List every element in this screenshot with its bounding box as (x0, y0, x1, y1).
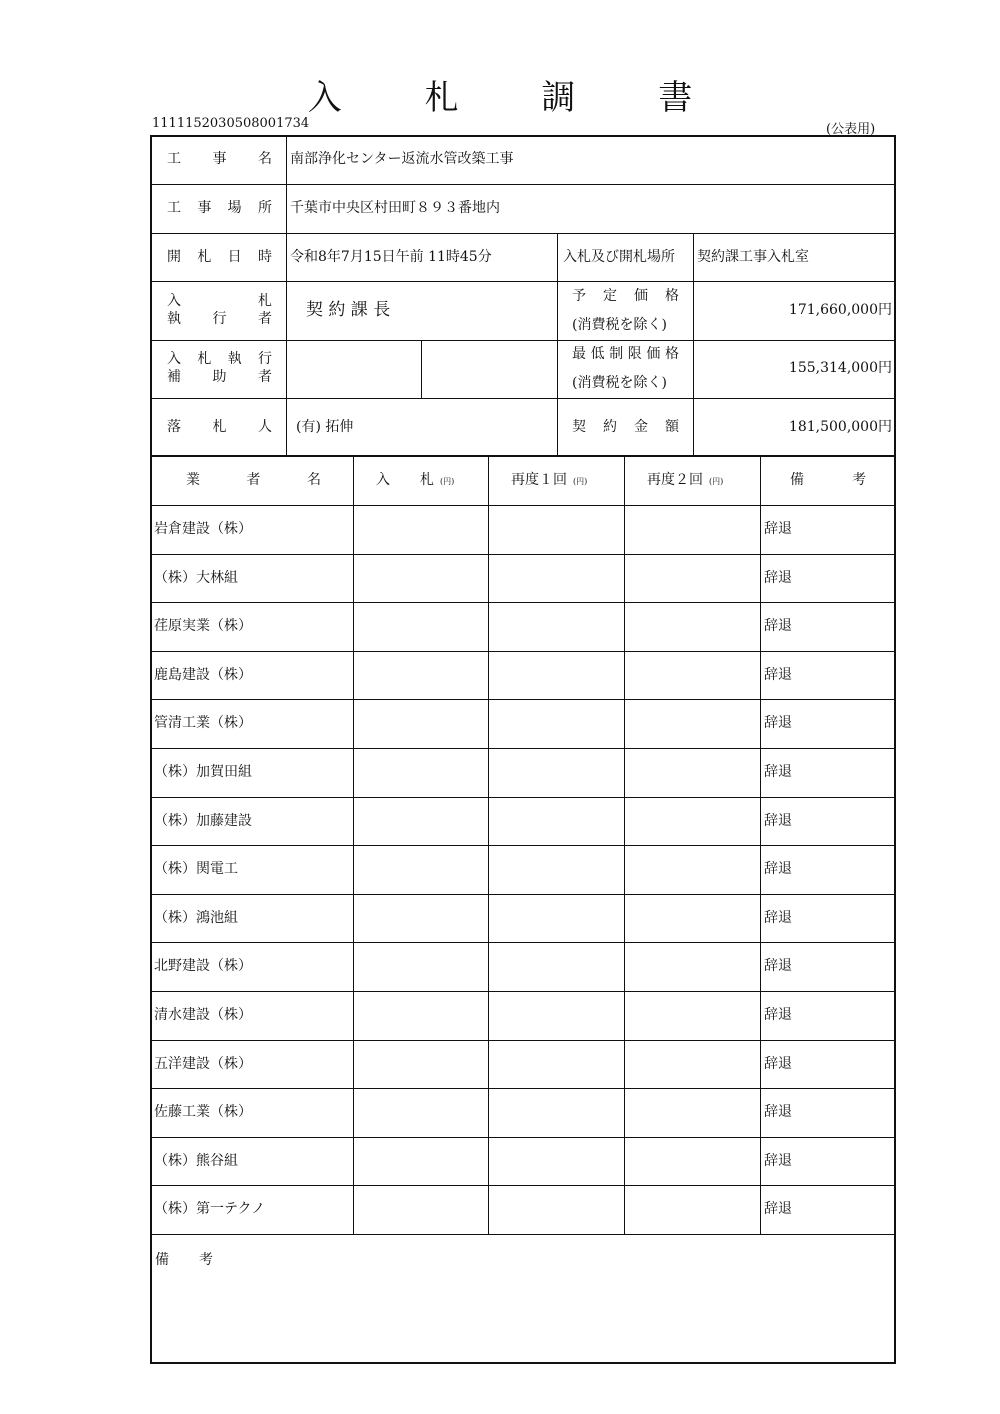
place-label: 入札及び開札場所 (563, 249, 675, 265)
column-header-bid: 入 札 (円) (376, 472, 455, 488)
rule (150, 455, 896, 457)
rule (150, 699, 896, 700)
assistant-label-line2: 補 助 者 (167, 369, 272, 385)
rule (150, 894, 896, 895)
column-header-remarks: 備 考 (790, 472, 866, 488)
rule (286, 135, 287, 455)
rule (150, 748, 896, 749)
row-company: 岩倉建設（株） (154, 521, 252, 537)
tax-note: (消費税を除く) (572, 375, 667, 391)
executor-label-line2: 執 行 者 (167, 311, 272, 327)
document-title: 入 札 調 書 (307, 78, 729, 118)
rule (421, 340, 422, 398)
rule (150, 398, 896, 399)
row-remarks: 辞退 (764, 715, 792, 731)
rule (150, 845, 896, 846)
column-header-rebid1: 再度１回 (円) (511, 472, 588, 488)
planned-price-label: 予 定 価 格 (572, 288, 679, 304)
remarks-label: 備 考 (155, 1252, 213, 1268)
rule (150, 554, 896, 555)
project-name: 南部浄化センター返流水管改築工事 (290, 151, 514, 167)
rule (693, 233, 694, 455)
rule (150, 281, 896, 282)
min-price: 155,314,000円 (788, 360, 892, 376)
row-remarks: 辞退 (764, 958, 792, 974)
row-company: （株）加藤建設 (154, 813, 252, 829)
row-company: （株）加賀田組 (154, 764, 252, 780)
opening-label: 開 札 日 時 (167, 249, 272, 265)
row-company: 五洋建設（株） (154, 1056, 252, 1072)
row-company: （株）鴻池組 (154, 910, 238, 926)
rule (150, 1185, 896, 1186)
rule (557, 233, 558, 455)
rule (150, 340, 896, 341)
row-remarks: 辞退 (764, 521, 792, 537)
row-company: 鹿島建設（株） (154, 667, 252, 683)
row-remarks: 辞退 (764, 618, 792, 634)
column-header-rebid2: 再度２回 (円) (647, 472, 724, 488)
rule (150, 1088, 896, 1089)
contract-amount: 181,500,000円 (788, 419, 892, 435)
rule (150, 1137, 896, 1138)
rule (150, 602, 896, 603)
rule (150, 797, 896, 798)
executor: 契 約 課 長 (306, 300, 391, 320)
place: 契約課工事入札室 (697, 249, 809, 265)
assistant-label-line1: 入 札 執 行 (167, 351, 272, 367)
row-company: 北野建設（株） (154, 958, 252, 974)
project-location: 千葉市中央区村田町８９３番地内 (290, 200, 500, 216)
row-company: 荏原実業（株） (154, 618, 252, 634)
row-remarks: 辞退 (764, 570, 792, 586)
row-remarks: 辞退 (764, 1007, 792, 1023)
winner: (有) 拓伸 (296, 419, 354, 435)
rule (150, 942, 896, 943)
row-company: 佐藤工業（株） (154, 1104, 252, 1120)
rule (150, 505, 896, 506)
row-remarks: 辞退 (764, 910, 792, 926)
contract-amount-label: 契 約 金 額 (572, 419, 679, 435)
row-company: （株）第一テクノ (154, 1201, 266, 1217)
usage-note: (公表用) (826, 122, 876, 137)
rule (150, 1234, 896, 1235)
row-remarks: 辞退 (764, 861, 792, 877)
row-remarks: 辞退 (764, 764, 792, 780)
rule (150, 184, 896, 185)
row-company: 管清工業（株） (154, 715, 252, 731)
winner-label: 落 札 人 (167, 419, 272, 435)
row-remarks: 辞退 (764, 667, 792, 683)
rule (150, 991, 896, 992)
row-company: （株）大林組 (154, 570, 238, 586)
row-company: （株）関電工 (154, 861, 238, 877)
executor-label-line1: 入 札 (167, 293, 272, 309)
row-company: 清水建設（株） (154, 1007, 252, 1023)
planned-price: 171,660,000円 (788, 302, 892, 318)
min-price-label: 最 低 制 限 価 格 (572, 346, 679, 362)
tax-note: (消費税を除く) (572, 317, 667, 333)
project-name-label: 工 事 名 (167, 151, 272, 167)
opening-datetime: 令和8年7月15日午前 11時45分 (290, 249, 492, 265)
row-remarks: 辞退 (764, 1056, 792, 1072)
document-number: 1111152030508001734 (152, 116, 310, 131)
row-remarks: 辞退 (764, 1104, 792, 1120)
rule (150, 1040, 896, 1041)
rule (150, 651, 896, 652)
row-remarks: 辞退 (764, 1153, 792, 1169)
column-header-company: 業 者 名 (186, 472, 321, 488)
row-remarks: 辞退 (764, 813, 792, 829)
location-label: 工 事 場 所 (167, 200, 272, 216)
row-company: （株）熊谷組 (154, 1153, 238, 1169)
rule (150, 233, 896, 234)
row-remarks: 辞退 (764, 1201, 792, 1217)
